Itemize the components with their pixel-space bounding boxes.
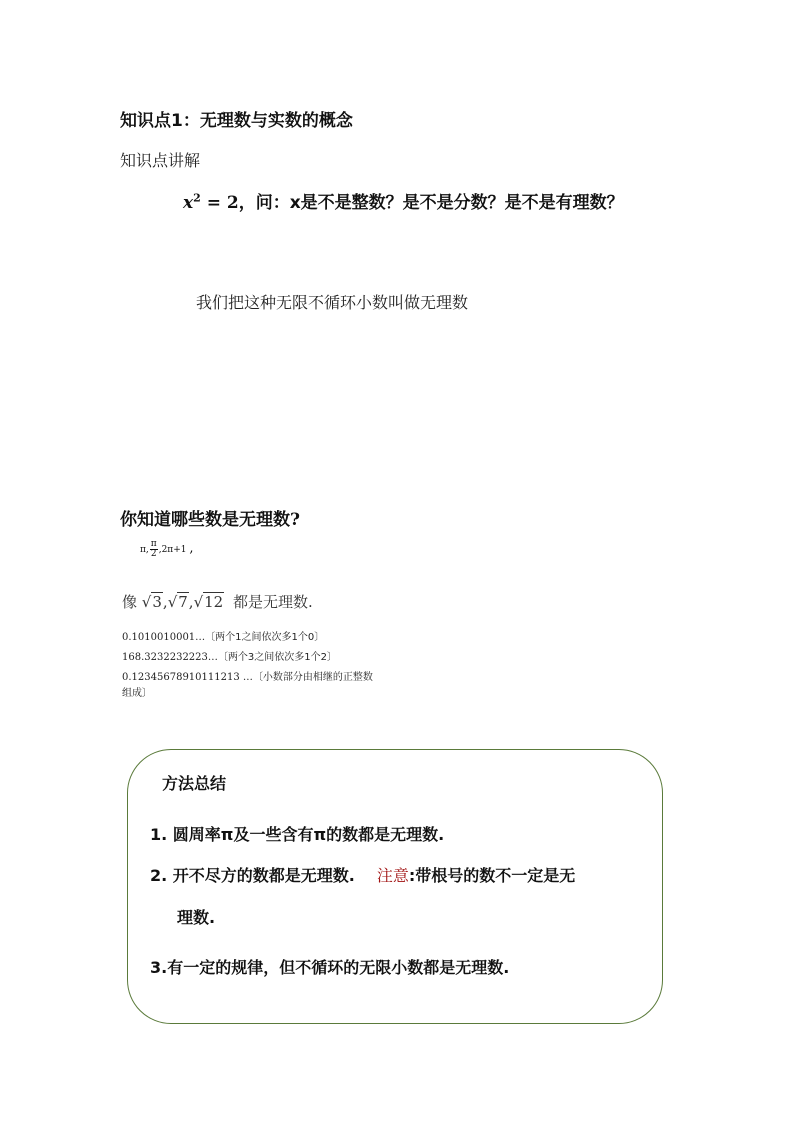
question-line [183,188,624,213]
summary-title: 方法总结 [162,774,227,793]
pi-symbol: π, [140,545,149,555]
pi-over-two [150,540,158,559]
radicand-7: 7 [178,593,188,611]
example-number: 0.1010010001… [122,632,206,643]
definition-text: 我们把这种无限不循环小数叫做无理数 [196,293,469,312]
pi-tail: , [189,541,194,556]
summary-item-2-continued: 理数. [177,908,216,927]
question2-mark: ? [290,510,300,530]
sqrt-3: √3 [141,593,162,611]
example-note: 〔小数部分由相继的正整数 [252,672,373,683]
summary-item-1: 1. 圆周率π及一些含有π的数都是无理数. [150,825,445,844]
example-number: 0.12345678910111213 … [122,672,253,683]
question2-text: 你知道哪些数是无理数 [120,510,290,530]
frac-numerator: π [150,539,157,549]
example-line-2 [122,648,337,663]
summary-item-2 [150,863,575,886]
pi-rest: ,2π+1 [158,545,187,555]
example-number: 168.3232232223… [122,652,218,663]
radicand-3: 3 [152,593,162,611]
roots-prefix: 像 [122,593,138,611]
radicand-12: 12 [204,593,224,611]
equation-rhs: = 2 [200,193,239,213]
example-note: 〔两个1之间依次多1个0〕 [205,632,325,643]
root-examples: 像 √3,√7,√12 都是无理数. [122,593,313,611]
example-note: 〔两个3之间依次多1个2〕 [217,652,337,663]
sqrt-7: √7 [167,593,188,611]
summary-item-2-text: 2. 开不尽方的数都是无理数. [150,866,355,885]
section-heading: 知识点1：无理数与实数的概念 [120,111,353,131]
note-text: :带根号的数不一定是无 [408,866,576,885]
example-note: 组成〕 [122,688,152,699]
frac-denominator: 2 [150,549,157,559]
equation-exponent: 2 [193,191,201,205]
example-line-4 [122,684,152,699]
summary-item-3: 3.有一定的规律，但不循环的无限小数都是无理数. [150,958,510,977]
equation [183,193,239,213]
section-subheading: 知识点讲解 [120,151,201,170]
roots-suffix: 都是无理数. [233,593,313,611]
pi-examples [140,540,194,559]
equation-base: x [183,193,194,213]
note-label: 注意 [376,866,409,885]
question-text: ，问：x是不是整数？是不是分数？是不是有理数？ [238,193,624,213]
sqrt-12: √12 [193,593,224,611]
example-line-3 [122,668,373,683]
question2 [120,505,300,530]
example-line-1 [122,628,324,643]
